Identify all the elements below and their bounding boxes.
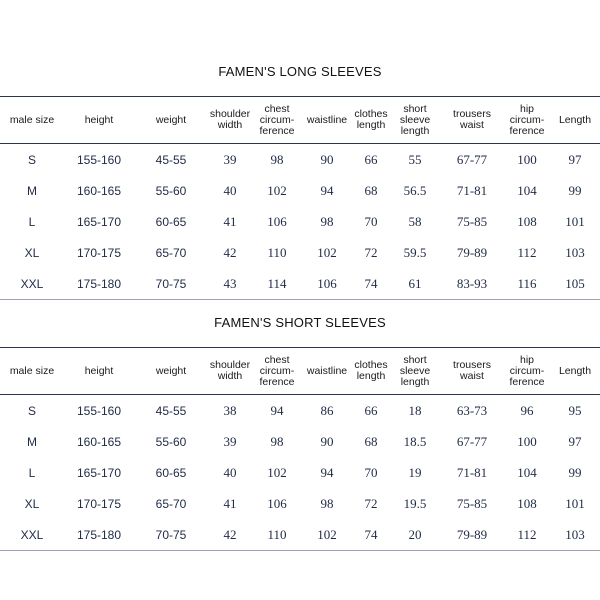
- cell-length: 105: [565, 275, 585, 291]
- cell-size: XL: [24, 245, 40, 260]
- cell-size: XXL: [20, 527, 44, 542]
- cell-clothes-length: 74: [364, 526, 378, 542]
- cell-chest-circumference: 98: [270, 151, 284, 167]
- cell-clothes-length: 72: [364, 495, 378, 511]
- col-height: height: [84, 364, 114, 377]
- cell-hip-circumference: 100: [517, 151, 537, 167]
- cell-size: L: [28, 214, 36, 229]
- col-short-sleeve-length: short sleeve length: [399, 102, 431, 137]
- cell-size: M: [27, 434, 37, 449]
- cell-weight: 60-65: [155, 465, 187, 480]
- table-row: [0, 457, 600, 488]
- cell-weight: 45-55: [155, 403, 187, 418]
- cell-shoulder-width: 42: [223, 526, 237, 542]
- cell-short-sleeve-length: 56.5: [403, 182, 427, 198]
- cell-size: M: [27, 183, 37, 198]
- cell-hip-circumference: 100: [517, 433, 537, 449]
- col-trousers-waist: trousers waist: [453, 108, 491, 131]
- cell-clothes-length: 70: [364, 213, 378, 229]
- short-sleeves-size-table: [0, 347, 600, 551]
- cell-length: 101: [565, 213, 585, 229]
- cell-weight: 45-55: [155, 152, 187, 167]
- cell-size: XL: [24, 496, 40, 511]
- col-short-sleeve-length: short sleeve length: [399, 353, 431, 388]
- cell-clothes-length: 68: [364, 433, 378, 449]
- col-clothes-length: clothes length: [354, 359, 388, 382]
- cell-waistline: 106: [317, 275, 337, 291]
- cell-shoulder-width: 41: [223, 495, 237, 511]
- long-header-row: [0, 97, 600, 144]
- cell-weight: 55-60: [155, 434, 187, 449]
- cell-height: 170-175: [76, 245, 122, 260]
- cell-shoulder-width: 40: [223, 182, 237, 198]
- cell-trousers-waist: 67-77: [456, 151, 488, 167]
- cell-trousers-waist: 67-77: [456, 433, 488, 449]
- cell-trousers-waist: 83-93: [456, 275, 488, 291]
- col-male-size: male size: [9, 364, 55, 377]
- cell-waistline: 90: [320, 433, 334, 449]
- cell-height: 170-175: [76, 496, 122, 511]
- col-length: Length: [558, 364, 592, 377]
- cell-chest-circumference: 110: [267, 244, 287, 260]
- cell-weight: 65-70: [155, 496, 187, 511]
- cell-waistline: 94: [320, 182, 334, 198]
- cell-trousers-waist: 75-85: [456, 495, 488, 511]
- cell-weight: 55-60: [155, 183, 187, 198]
- cell-chest-circumference: 94: [270, 402, 284, 418]
- col-weight: weight: [155, 364, 187, 377]
- cell-waistline: 94: [320, 464, 334, 480]
- cell-short-sleeve-length: 55: [408, 151, 422, 167]
- cell-clothes-length: 68: [364, 182, 378, 198]
- table-row: [0, 519, 600, 551]
- cell-size: S: [27, 152, 36, 167]
- cell-chest-circumference: 102: [267, 182, 287, 198]
- table-row: [0, 144, 600, 176]
- cell-weight: 70-75: [155, 276, 187, 291]
- cell-clothes-length: 66: [364, 402, 378, 418]
- cell-hip-circumference: 96: [520, 402, 534, 418]
- cell-length: 103: [565, 244, 585, 260]
- cell-clothes-length: 66: [364, 151, 378, 167]
- col-hip-circumference: hip circum- ference: [509, 102, 545, 137]
- cell-hip-circumference: 116: [517, 275, 537, 291]
- cell-length: 103: [565, 526, 585, 542]
- cell-chest-circumference: 98: [270, 433, 284, 449]
- cell-chest-circumference: 106: [267, 495, 287, 511]
- long-sleeves-title: FAMEN'S LONG SLEEVES: [218, 64, 382, 79]
- cell-shoulder-width: 41: [223, 213, 237, 229]
- cell-short-sleeve-length: 18: [408, 402, 422, 418]
- cell-hip-circumference: 104: [517, 464, 537, 480]
- col-male-size: male size: [9, 113, 55, 126]
- short-sleeves-title: FAMEN'S SHORT SLEEVES: [214, 315, 386, 330]
- cell-waistline: 86: [320, 402, 334, 418]
- cell-waistline: 98: [320, 495, 334, 511]
- cell-short-sleeve-length: 19.5: [403, 495, 427, 511]
- col-clothes-length: clothes length: [354, 108, 388, 131]
- cell-waistline: 102: [317, 244, 337, 260]
- cell-hip-circumference: 108: [517, 213, 537, 229]
- cell-height: 160-165: [76, 434, 122, 449]
- cell-height: 155-160: [76, 403, 122, 418]
- cell-length: 99: [568, 182, 582, 198]
- cell-chest-circumference: 102: [267, 464, 287, 480]
- cell-length: 97: [568, 433, 582, 449]
- col-shoulder-width: shoulder width: [209, 108, 251, 131]
- cell-trousers-waist: 75-85: [456, 213, 488, 229]
- cell-length: 95: [568, 402, 582, 418]
- cell-clothes-length: 72: [364, 244, 378, 260]
- col-shoulder-width: shoulder width: [209, 359, 251, 382]
- cell-weight: 60-65: [155, 214, 187, 229]
- col-hip-circumference: hip circum- ference: [509, 353, 545, 388]
- cell-trousers-waist: 79-89: [456, 244, 488, 260]
- cell-shoulder-width: 39: [223, 151, 237, 167]
- cell-waistline: 90: [320, 151, 334, 167]
- cell-waistline: 98: [320, 213, 334, 229]
- short-header-row: [0, 348, 600, 395]
- cell-short-sleeve-length: 18.5: [403, 433, 427, 449]
- cell-size: XXL: [20, 276, 44, 291]
- cell-clothes-length: 70: [364, 464, 378, 480]
- cell-shoulder-width: 43: [223, 275, 237, 291]
- cell-chest-circumference: 110: [267, 526, 287, 542]
- cell-trousers-waist: 71-81: [456, 182, 488, 198]
- cell-size: L: [28, 465, 36, 480]
- cell-hip-circumference: 104: [517, 182, 537, 198]
- col-chest-circumference: chest circum- ference: [259, 353, 295, 388]
- cell-trousers-waist: 71-81: [456, 464, 488, 480]
- long-sleeves-size-table: [0, 96, 600, 300]
- cell-hip-circumference: 112: [517, 244, 537, 260]
- table-row: [0, 268, 600, 300]
- table-row: [0, 206, 600, 237]
- col-weight: weight: [155, 113, 187, 126]
- cell-length: 99: [568, 464, 582, 480]
- cell-waistline: 102: [317, 526, 337, 542]
- cell-hip-circumference: 112: [517, 526, 537, 542]
- table-row: [0, 426, 600, 457]
- col-height: height: [84, 113, 114, 126]
- table-row: [0, 395, 600, 427]
- cell-height: 175-180: [76, 527, 122, 542]
- cell-short-sleeve-length: 59.5: [403, 244, 427, 260]
- table-row: [0, 488, 600, 519]
- cell-length: 101: [565, 495, 585, 511]
- cell-shoulder-width: 42: [223, 244, 237, 260]
- table-row: [0, 237, 600, 268]
- cell-short-sleeve-length: 20: [408, 526, 422, 542]
- cell-size: S: [27, 403, 36, 418]
- cell-trousers-waist: 63-73: [456, 402, 488, 418]
- col-trousers-waist: trousers waist: [453, 359, 491, 382]
- cell-chest-circumference: 106: [267, 213, 287, 229]
- cell-height: 165-170: [76, 465, 122, 480]
- cell-shoulder-width: 38: [223, 402, 237, 418]
- cell-short-sleeve-length: 61: [408, 275, 422, 291]
- cell-weight: 70-75: [155, 527, 187, 542]
- cell-weight: 65-70: [155, 245, 187, 260]
- table-row: [0, 175, 600, 206]
- cell-trousers-waist: 79-89: [456, 526, 488, 542]
- cell-height: 155-160: [76, 152, 122, 167]
- cell-length: 97: [568, 151, 582, 167]
- cell-height: 160-165: [76, 183, 122, 198]
- cell-height: 175-180: [76, 276, 122, 291]
- cell-hip-circumference: 108: [517, 495, 537, 511]
- cell-clothes-length: 74: [364, 275, 378, 291]
- cell-height: 165-170: [76, 214, 122, 229]
- cell-short-sleeve-length: 19: [408, 464, 422, 480]
- col-length: Length: [558, 113, 592, 126]
- cell-short-sleeve-length: 58: [408, 213, 422, 229]
- col-chest-circumference: chest circum- ference: [259, 102, 295, 137]
- col-waistline: waistline: [306, 113, 348, 126]
- cell-chest-circumference: 114: [267, 275, 287, 291]
- cell-shoulder-width: 40: [223, 464, 237, 480]
- col-waistline: waistline: [306, 364, 348, 377]
- cell-shoulder-width: 39: [223, 433, 237, 449]
